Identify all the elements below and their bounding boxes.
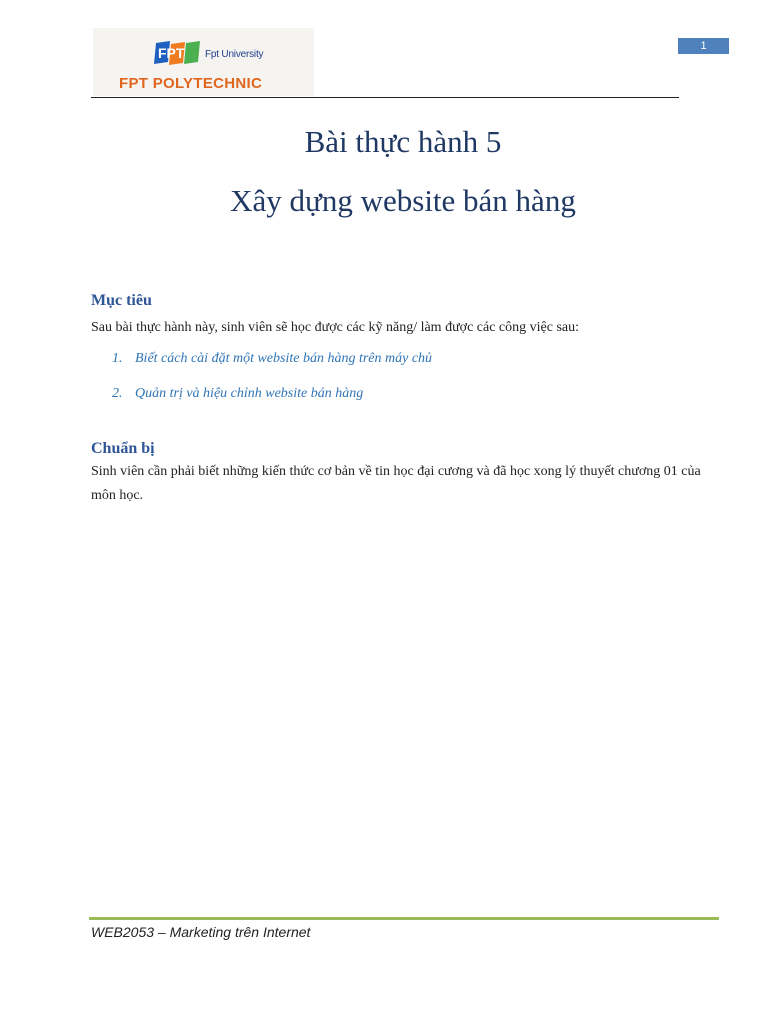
list-item (112, 351, 432, 367)
section-heading-preparation: Chuẩn bị (91, 440, 155, 457)
list-item-number: 2. (112, 386, 123, 401)
footer-divider (89, 917, 719, 920)
svg-text:FPT: FPT (158, 45, 185, 61)
list-item-text: Quản trị và hiệu chỉnh website bán hàng (135, 386, 364, 401)
list-item (112, 386, 363, 402)
section-heading-objectives: Mục tiêu (91, 292, 152, 309)
logo-university-text: Fpt University (205, 49, 264, 60)
fpt-polytechnic-logo (93, 28, 314, 96)
document-subtitle: Xây dựng website bán hàng (230, 183, 576, 218)
list-item-number: 1. (112, 351, 123, 366)
footer-course-title: WEB2053 – Marketing trên Internet (91, 924, 311, 940)
logo-polytechnic-text: FPT POLYTECHNIC (119, 75, 263, 92)
header-divider (91, 97, 679, 98)
objectives-paragraph: Sau bài thực hành này, sinh viên sẽ học được các kỹ năng/ làm được các công việc sau: (91, 320, 580, 335)
list-item-text: Biết cách cài đặt một website bán hàng trên máy chủ (135, 351, 433, 366)
fpt-logo-mark-icon (153, 40, 203, 66)
page-number-badge: 1 (678, 38, 729, 54)
preparation-paragraph: Sinh viên cần phải biết những kiến thức cơ bản về tin học đại cương và đã học xong lý thuyết chương 01 của môn học. (91, 464, 701, 503)
document-title: Bài thực hành 5 (304, 124, 502, 159)
